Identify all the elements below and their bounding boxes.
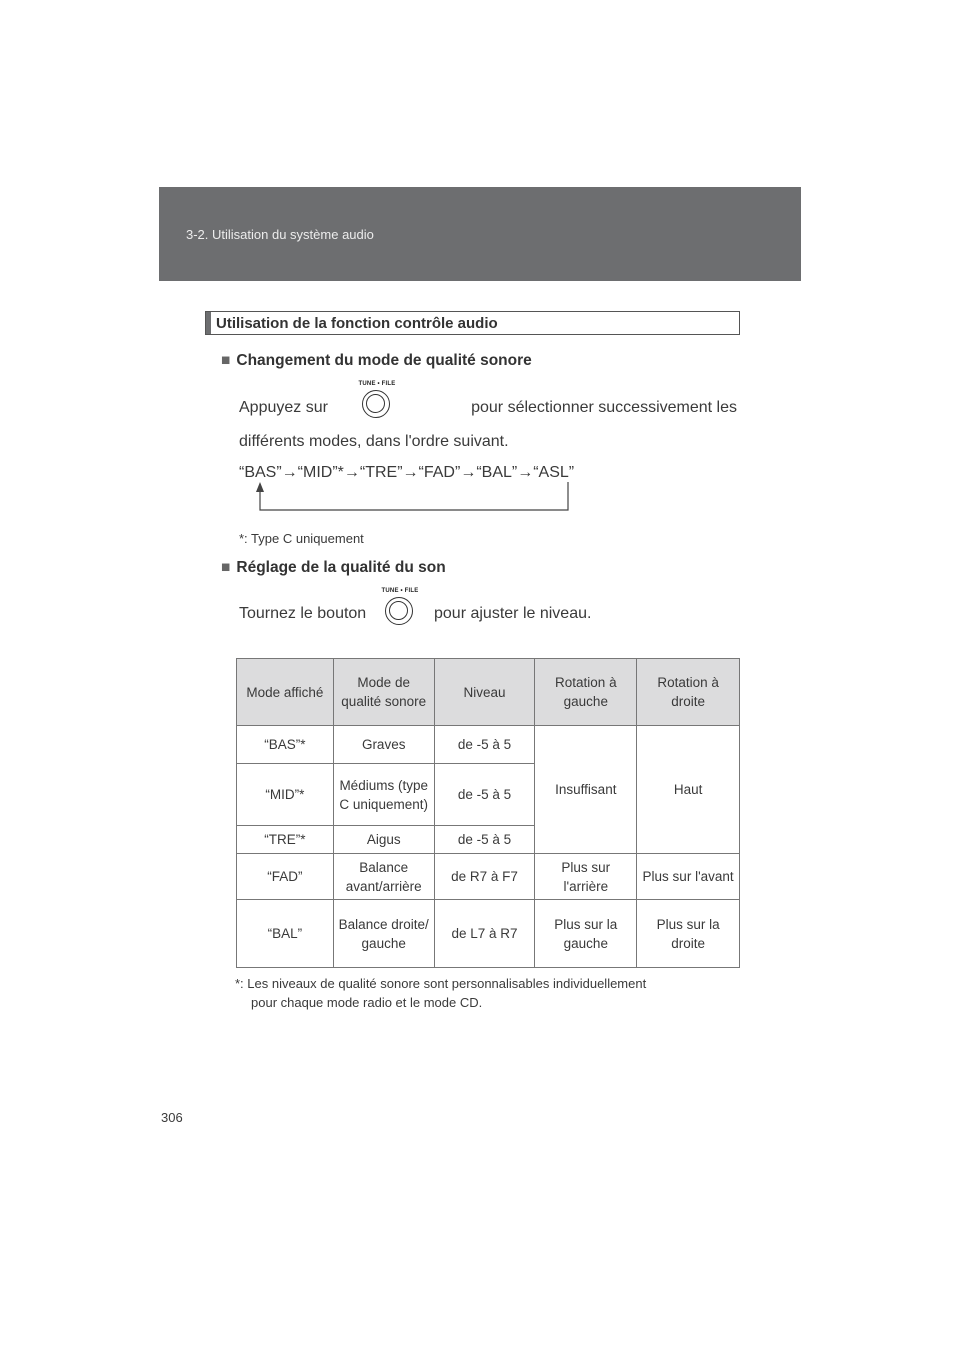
subheading-mode-change xyxy=(221,352,532,370)
mode-text-before: Appuyez sur xyxy=(239,399,328,416)
page-number: 306 xyxy=(161,1110,183,1125)
table-cell: Balance droite/ gauche xyxy=(333,900,434,968)
table-footnote-line1: *: Les niveaux de qualité sonore sont personnalisables individuellement xyxy=(235,976,647,991)
table-cell: “BAL” xyxy=(237,900,334,968)
table-footnote-line2: pour chaque mode radio et le mode CD. xyxy=(251,995,483,1010)
table-cell: Balance avant/arrière xyxy=(333,854,434,900)
table-cell: Plus sur la droite xyxy=(637,900,740,968)
square-bullet-icon: ■ xyxy=(221,559,231,576)
section-heading-bar xyxy=(206,312,211,334)
table-cell: “MID”* xyxy=(237,764,334,826)
subheading-adjust-text: Réglage de la qualité du son xyxy=(236,559,446,576)
subheading-adjust xyxy=(221,559,446,577)
table-footnote xyxy=(235,974,738,1012)
table-header: Mode de qualité sonore xyxy=(333,659,434,726)
square-bullet-icon: ■ xyxy=(221,352,231,369)
subheading-mode-change-text: Changement du mode de qualité sonore xyxy=(236,352,532,369)
table-cell: de L7 à R7 xyxy=(434,900,535,968)
table-cell-merged-right: Haut xyxy=(637,726,740,854)
table-cell: de -5 à 5 xyxy=(434,826,535,854)
tune-file-knob-icon xyxy=(357,381,397,421)
table-cell: Plus sur l'avant xyxy=(637,854,740,900)
table-cell: de R7 à F7 xyxy=(434,854,535,900)
knob-dial-icon xyxy=(385,597,413,625)
table-header: Mode affiché xyxy=(237,659,334,726)
table-row xyxy=(237,726,740,764)
table-header: Rotation à gauche xyxy=(535,659,637,726)
tune-file-knob-icon xyxy=(380,588,420,628)
mode-text-line2: différents modes, dans l'ordre suivant. xyxy=(239,433,509,450)
section-heading xyxy=(205,311,740,335)
adjust-text-before: Tournez le bouton xyxy=(239,605,367,622)
knob-label: TUNE • FILE xyxy=(358,381,396,387)
chapter-title: 3-2. Utilisation du système audio xyxy=(186,227,374,242)
table-cell: “TRE”* xyxy=(237,826,334,854)
table-row xyxy=(237,854,740,900)
table-cell: Plus sur l'arrière xyxy=(535,854,637,900)
header-band xyxy=(159,187,801,281)
table-cell: Médiums (type C uniquement) xyxy=(333,764,434,826)
section-title: Utilisation de la fonction contrôle audio xyxy=(216,315,498,332)
knob-label: TUNE • FILE xyxy=(381,588,419,594)
table-cell: “BAS”* xyxy=(237,726,334,764)
table-cell: Aigus xyxy=(333,826,434,854)
table-cell: de -5 à 5 xyxy=(434,764,535,826)
mode-sequence: “BAS”→“MID”*→“TRE”→“FAD”→“BAL”→“ASL” xyxy=(239,464,575,481)
knob-dial-icon xyxy=(362,390,390,418)
table-row xyxy=(237,900,740,968)
type-c-footnote: *: Type C uniquement xyxy=(239,531,364,546)
table-header: Niveau xyxy=(434,659,535,726)
adjust-text-after: pour ajuster le niveau. xyxy=(434,605,592,622)
table-cell-merged-left: Insuffisant xyxy=(535,726,637,854)
cycle-return-arrow-icon xyxy=(250,482,574,514)
table-cell: de -5 à 5 xyxy=(434,726,535,764)
table-cell: Graves xyxy=(333,726,434,764)
table-cell: Plus sur la gauche xyxy=(535,900,637,968)
mode-text-after: pour sélectionner successivement les xyxy=(471,399,737,416)
table-header: Rotation à droite xyxy=(637,659,740,726)
table-header-row xyxy=(237,659,740,726)
table-cell: “FAD” xyxy=(237,854,334,900)
sound-quality-table xyxy=(236,658,740,968)
